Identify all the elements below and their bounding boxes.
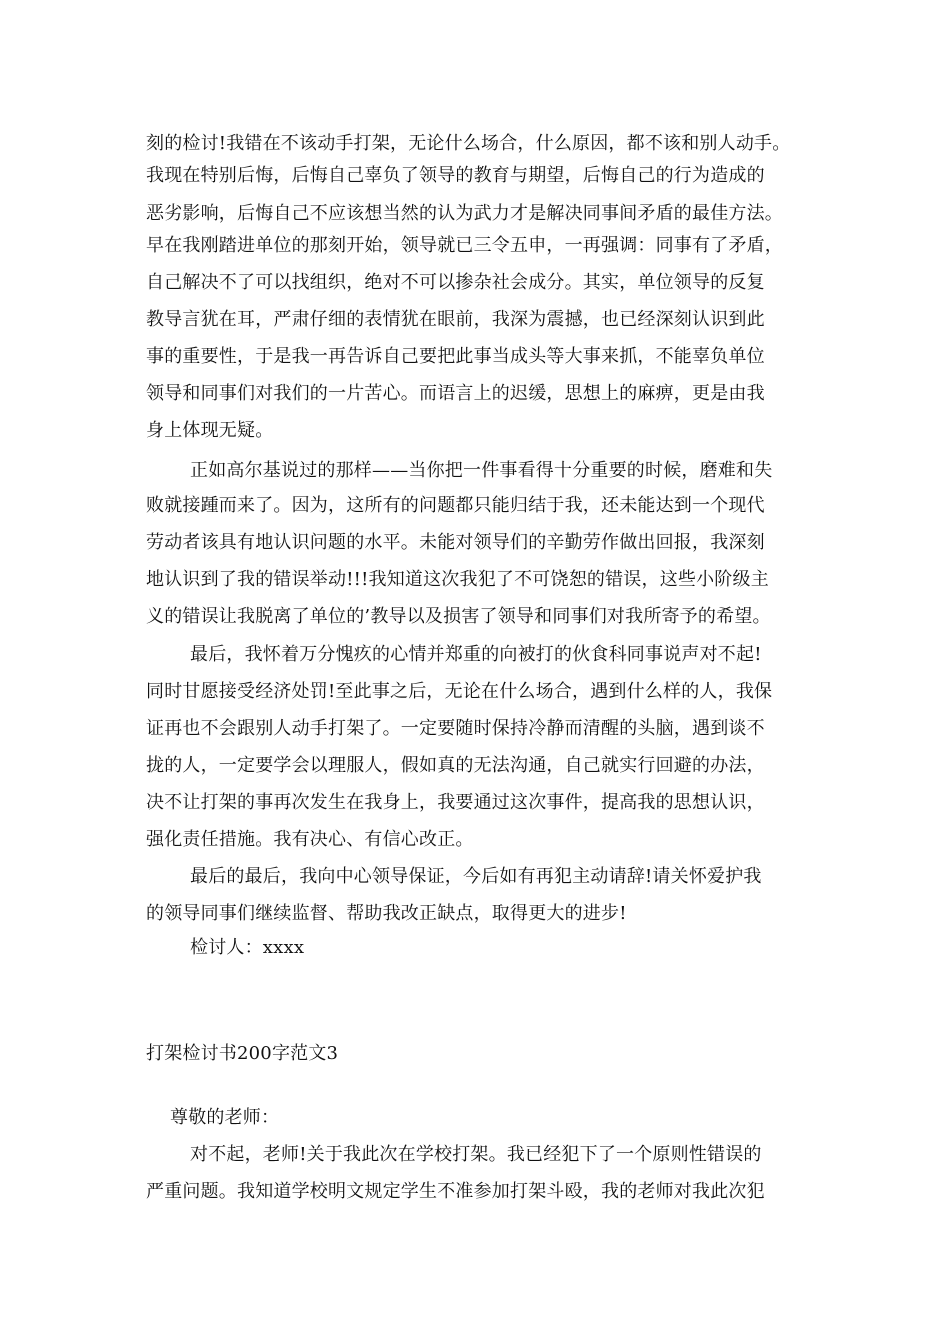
section-title: 打架检讨书200字范文3: [146, 1043, 339, 1064]
paragraph-line-5: 自己解决不了可以找组织，绝对不可以掺杂社会成分。其实，单位领导的反复: [146, 272, 765, 293]
paragraph-line-14: 义的错误让我脱离了单位的’教导以及损害了领导和同事们对我所寄予的希望。: [146, 606, 771, 627]
paragraph-line-19: 决不让打架的事再次发生在我身上，我要通过这次事件，提高我的思想认识，: [146, 792, 765, 813]
paragraph-line-4: 早在我刚踏进单位的那刻开始，领导就已三令五申，一再强调：同事有了矛盾，: [146, 235, 783, 256]
paragraph-line-17: 证再也不会跟别人动手打架了。一定要随时保持冷静而清醒的头脑，遇到谈不: [146, 718, 765, 739]
paragraph-line-12: 劳动者该具有地认识问题的水平。未能对领导们的辛勤劳作做出回报，我深刻: [146, 532, 765, 553]
letter-two-line-2: 对不起，老师!关于我此次在学校打架。我已经犯下了一个原则性错误的: [190, 1144, 762, 1165]
paragraph-line-8: 领导和同事们对我们的一片苦心。而语言上的迟缓，思想上的麻痹，更是由我: [146, 383, 765, 404]
paragraph-line-3: 恶劣影响，后悔自己不应该想当然的认为武力才是解决同事间矛盾的最佳方法。: [146, 203, 783, 224]
paragraph-line-16: 同时甘愿接受经济处罚!至此事之后，无论在什么场合，遇到什么样的人，我保: [146, 681, 773, 702]
paragraph-line-1: 刻的检讨!我错在不该动手打架，无论什么场合，什么原因，都不该和别人动手。: [146, 133, 791, 154]
paragraph-line-9: 身上体现无疑。: [146, 420, 274, 441]
letter-two-line-3: 严重问题。我知道学校明文规定学生不准参加打架斗殴，我的老师对我此次犯: [146, 1181, 765, 1202]
paragraph-line-11: 败就接踵而来了。因为，这所有的问题都只能归结于我，还未能达到一个现代: [146, 495, 765, 516]
letter-two-line-1: 尊敬的老师：: [170, 1107, 280, 1128]
paragraph-line-15: 最后，我怀着万分愧疚的心情并郑重的向被打的伙食科同事说声对不起!: [190, 644, 762, 665]
paragraph-line-18: 拢的人，一定要学会以理服人，假如真的无法沟通，自己就实行回避的办法，: [146, 755, 765, 776]
paragraph-line-2: 我现在特别后悔，后悔自己辜负了领导的教育与期望，后悔自己的行为造成的: [146, 165, 765, 186]
paragraph-line-13: 地认识到了我的错误举动!!!我知道这次我犯了不可饶恕的错误，这些小阶级主: [146, 569, 769, 590]
paragraph-line-21: 最后的最后，我向中心领导保证，今后如有再犯主动请辞!请关怀爱护我: [190, 866, 762, 887]
paragraph-line-6: 教导言犹在耳，严肃仔细的表情犹在眼前，我深为震撼，也已经深刻认识到此: [146, 309, 765, 330]
paragraph-line-23: 检讨人：xxxx: [190, 937, 305, 958]
paragraph-line-7: 事的重要性，于是我一再告诉自己要把此事当成头等大事来抓，不能辜负单位: [146, 346, 765, 367]
paragraph-line-10: 正如高尔基说过的那样——当你把一件事看得十分重要的时候，磨难和失: [190, 460, 773, 481]
paragraph-line-20: 强化责任措施。我有决心、有信心改正。: [146, 829, 474, 850]
paragraph-line-22: 的领导同事们继续监督、帮助我改正缺点，取得更大的进步!: [146, 903, 627, 924]
